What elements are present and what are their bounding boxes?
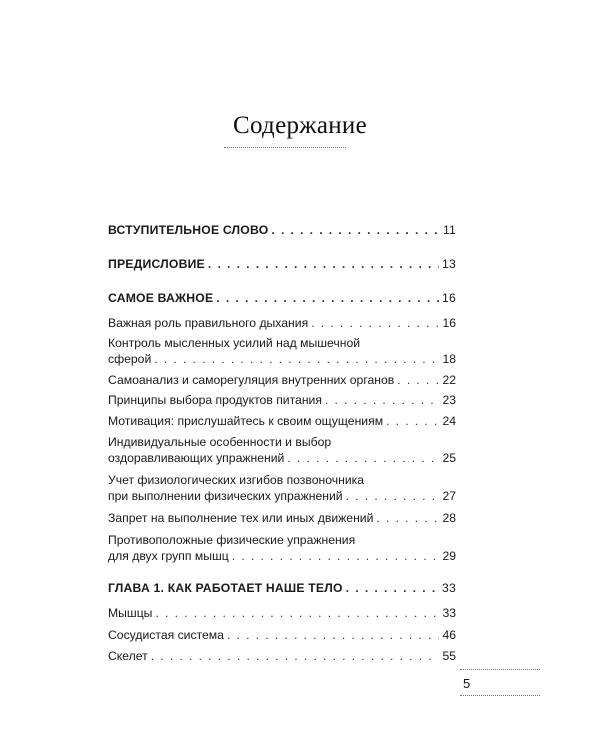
toc-entry-title: Учет физиологических изгибов позвоночника [108,473,365,487]
toc-entry-title: САМОЕ ВАЖНОЕ [108,291,214,305]
dot-leader [325,392,439,408]
toc-chapter-entry [108,290,456,306]
toc-section-entry [108,413,456,429]
toc-section-entry [108,510,456,526]
dot-leader [227,627,439,643]
toc-entry-title: Сосудистая система [108,628,224,642]
toc-entry-title: при выполнении физических упражнений [108,489,343,503]
dot-leader [155,605,439,621]
dot-leader [397,372,439,388]
toc-entry-title: для двух групп мышц [108,549,229,563]
toc-section-entry [108,627,456,643]
toc-chapter-entry [108,580,456,596]
toc-page-number: 46 [442,628,456,642]
toc-section-entry [108,472,456,504]
toc-entry-title: Индивидуальные особенности и выбор [108,435,332,449]
dot-leader [154,351,439,367]
toc-entry-title: Важная роль правильного дыхания [108,316,309,330]
toc-section-entry [108,372,456,388]
toc-entry-title: ПРЕДИСЛОВИЕ [108,257,205,271]
toc-entry-title: Мотивация: прислушайтесь к своим ощущениям [108,414,384,428]
toc-chapter-entry [108,256,456,272]
toc-page-number: 33 [442,606,456,620]
toc-entry-title: Противоположные физические упражнения [108,533,356,547]
toc-page-number: 25 [442,451,456,465]
table-of-contents [108,0,456,750]
toc-section-entry [108,648,456,664]
toc-section-entry [108,335,456,367]
toc-section-entry [108,315,456,331]
toc-entry-title: Скелет [108,649,148,663]
toc-entry-title: оздоравливающих упражнений [108,451,285,465]
page-number: 5 [463,676,471,691]
dot-leader [386,413,439,429]
toc-page-number: 13 [442,257,456,271]
toc-entry-title: Принципы выбора продуктов питания [108,393,322,407]
toc-page-number: 11 [442,223,456,237]
toc-entry-title: сферой [108,352,152,366]
toc-page-number: 28 [442,511,456,525]
toc-section-entry [108,532,456,564]
toc-entry-title: Контроль мысленных усилий над мышечной [108,336,361,350]
toc-page-number: 27 [442,489,456,503]
toc-section-entry [108,392,456,408]
toc-page-number: 23 [442,393,456,407]
dot-leader [376,510,439,526]
toc-page-number: 29 [442,549,456,563]
dot-leader [151,648,439,664]
toc-section-entry [108,434,456,466]
dot-leader [287,450,439,466]
footer-dotted-rule-bottom [460,695,540,696]
page-title: Содержание [233,112,367,139]
toc-page-number: 18 [442,352,456,366]
footer-dotted-rule-top [460,669,540,670]
toc-page-number: 55 [442,649,456,663]
toc-chapter-entry [108,222,456,238]
toc-page-number: 16 [442,291,456,305]
toc-section-entry [108,605,456,621]
toc-page-number: 22 [442,373,456,387]
dot-leader [346,580,439,596]
dot-leader [232,548,439,564]
dot-leader [346,488,439,504]
toc-page-number: 24 [442,414,456,428]
toc-entry-title: ВСТУПИТЕЛЬНОЕ СЛОВО [108,223,269,237]
dot-leader [208,256,439,272]
dot-leader [216,290,439,306]
toc-entry-title: ГЛАВА 1. КАК РАБОТАЕТ НАШЕ ТЕЛО [108,581,343,595]
toc-page-number: 16 [442,316,456,330]
toc-entry-title: Самоанализ и саморегуляция внутренних органов [108,373,395,387]
dot-leader [271,222,439,238]
toc-entry-title: Запрет на выполнение тех или иных движений [108,511,374,525]
toc-page-number: 33 [442,581,456,595]
toc-entry-title: Мышцы [108,606,153,620]
dot-leader [311,315,439,331]
